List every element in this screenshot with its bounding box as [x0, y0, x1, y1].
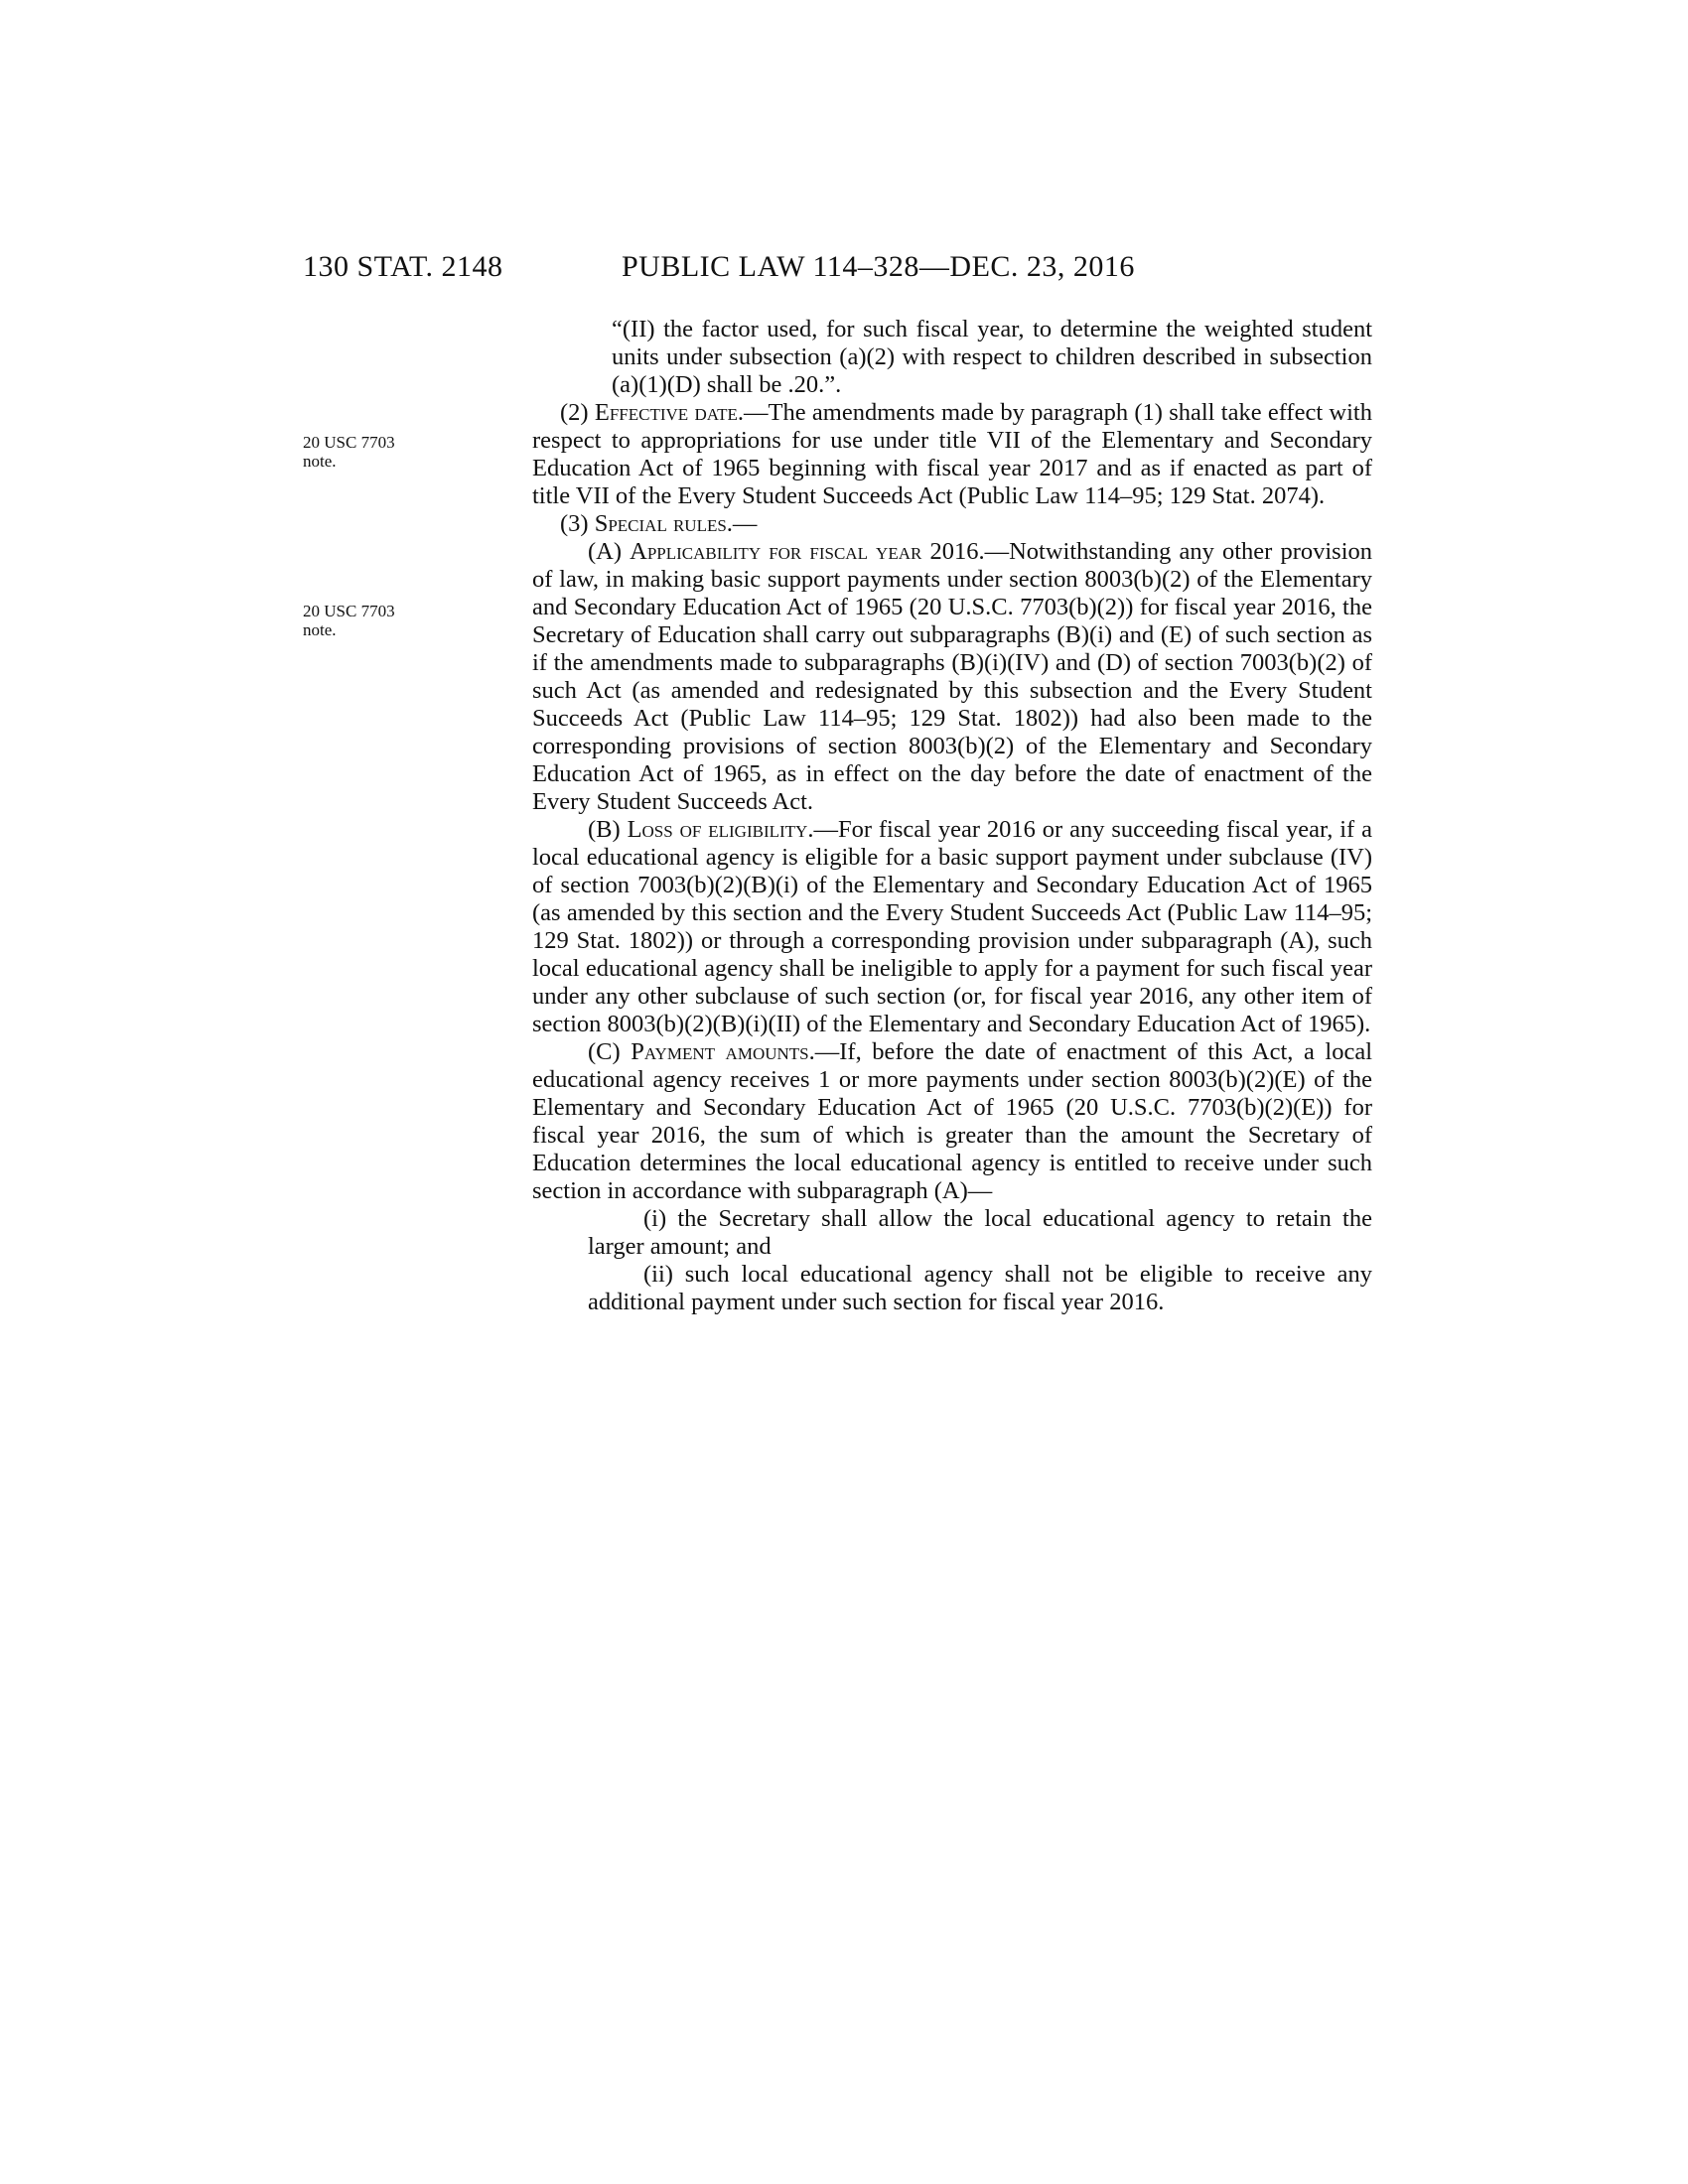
paragraph-3-text: .— — [726, 510, 758, 537]
paragraph-2-heading: Effective date — [594, 399, 738, 426]
margin-note-citation: 20 USC 7703 — [303, 602, 395, 620]
subparagraph-c-label: (C) — [588, 1038, 632, 1065]
paragraph-3-label: (3) — [560, 510, 595, 537]
clause-i: (i) the Secretary shall allow the local educational agency to retain the larger amount; and — [588, 1205, 1372, 1260]
body-text — [532, 316, 1372, 1316]
margin-note-label: note. — [303, 452, 337, 471]
margin-note-citation: 20 USC 7703 — [303, 433, 395, 452]
subparagraph-c-heading: Payment amounts — [631, 1038, 809, 1065]
subparagraph-a — [532, 538, 1372, 816]
margin-note-label: note. — [303, 620, 337, 639]
subparagraph-b-heading: Loss of eligibility — [627, 816, 808, 843]
margin-note — [303, 602, 432, 639]
paragraph-2-label: (2) — [560, 399, 595, 426]
subparagraph-b — [532, 816, 1372, 1038]
subparagraph-c — [532, 1038, 1372, 1205]
paragraph-2-text: .—The amendments made by paragraph (1) shall take effect with respect to appropriations for use under title VII of the Elementary and Secondary Education Act of 1965 beginning with fiscal year 2017 and as if enacted as part of title VII of the Every Student Succeeds Act (Public Law 114–95; 129 Stat. 2074). — [532, 399, 1372, 509]
paragraph-2 — [532, 399, 1372, 510]
paragraph-3 — [532, 510, 1372, 538]
subparagraph-a-heading: Applicability for fiscal year 2016 — [630, 538, 979, 565]
margin-note — [303, 433, 432, 471]
subparagraph-a-label: (A) — [588, 538, 631, 565]
law-title: PUBLIC LAW 114–328—DEC. 23, 2016 — [622, 250, 1135, 283]
subparagraph-a-text: .—Notwithstanding any other provision of law, in making basic support payments under section 8003(b)(2) of the Elementary and Secondary Education Act of 1965 (20 U.S.C. 7703(b)(2)) for fiscal year 2016, the Secretary of Education shall carry out subparagraphs (B)(i) and (E) of such section as if the amendments made to subparagraphs (B)(i)(IV) and (D) of section 7003(b)(2) of such Act (as amended and redesignated by this subsection and the Every Student Succeeds Act (Public Law 114–95; 129 Stat. 1802)) had also been made to the corresponding provisions of section 8003(b)(2) of the Elementary and Secondary Education Act of 1965, as in effect on the day before the date of enactment of the Every Student Succeeds Act. — [532, 538, 1373, 815]
page-reference: 130 STAT. 2148 — [303, 250, 503, 283]
subparagraph-b-label: (B) — [588, 816, 628, 843]
paragraph-3-heading: Special rules — [594, 510, 727, 537]
subparagraph-c-text: .—If, before the date of enactment of this Act, a local educational agency receives 1 or more payments under section 8003(b)(2)(E) of the Elementary and Secondary Education Act of 1965 (20 U.S.C. 7703(b)(2)(E)) for fiscal year 2016, the sum of which is greater than the amount the Secretary of Education determines the local educational agency is entitled to receive under such section in accordance with subparagraph (A)— — [532, 1038, 1373, 1204]
clause-ii: (ii) such local educational agency shall not be eligible to receive any additional payment under such section for fiscal year 2016. — [588, 1261, 1372, 1315]
subclause-ii: “(II) the factor used, for such fiscal year, to determine the weighted student units under subsection (a)(2) with respect to children described in subsection (a)(1)(D) shall be .20.”. — [612, 316, 1372, 398]
subparagraph-b-text: .—For fiscal year 2016 or any succeeding fiscal year, if a local educational agency is eligible for a basic support payment under subclause (IV) of section 7003(b)(2)(B)(i) of the Elementary and Secondary Education Act of 1965 (as amended by this section and the Every Student Succeeds Act (Public Law 114–95; 129 Stat. 1802)) or through a corresponding provision under subparagraph (A), such local educational agency shall be ineligible to apply for a payment for such fiscal year under any other subclause of such section (or, for fiscal year 2016, any other item of section 8003(b)(2)(B)(i)(II) of the Elementary and Secondary Education Act of 1965). — [532, 816, 1372, 1037]
